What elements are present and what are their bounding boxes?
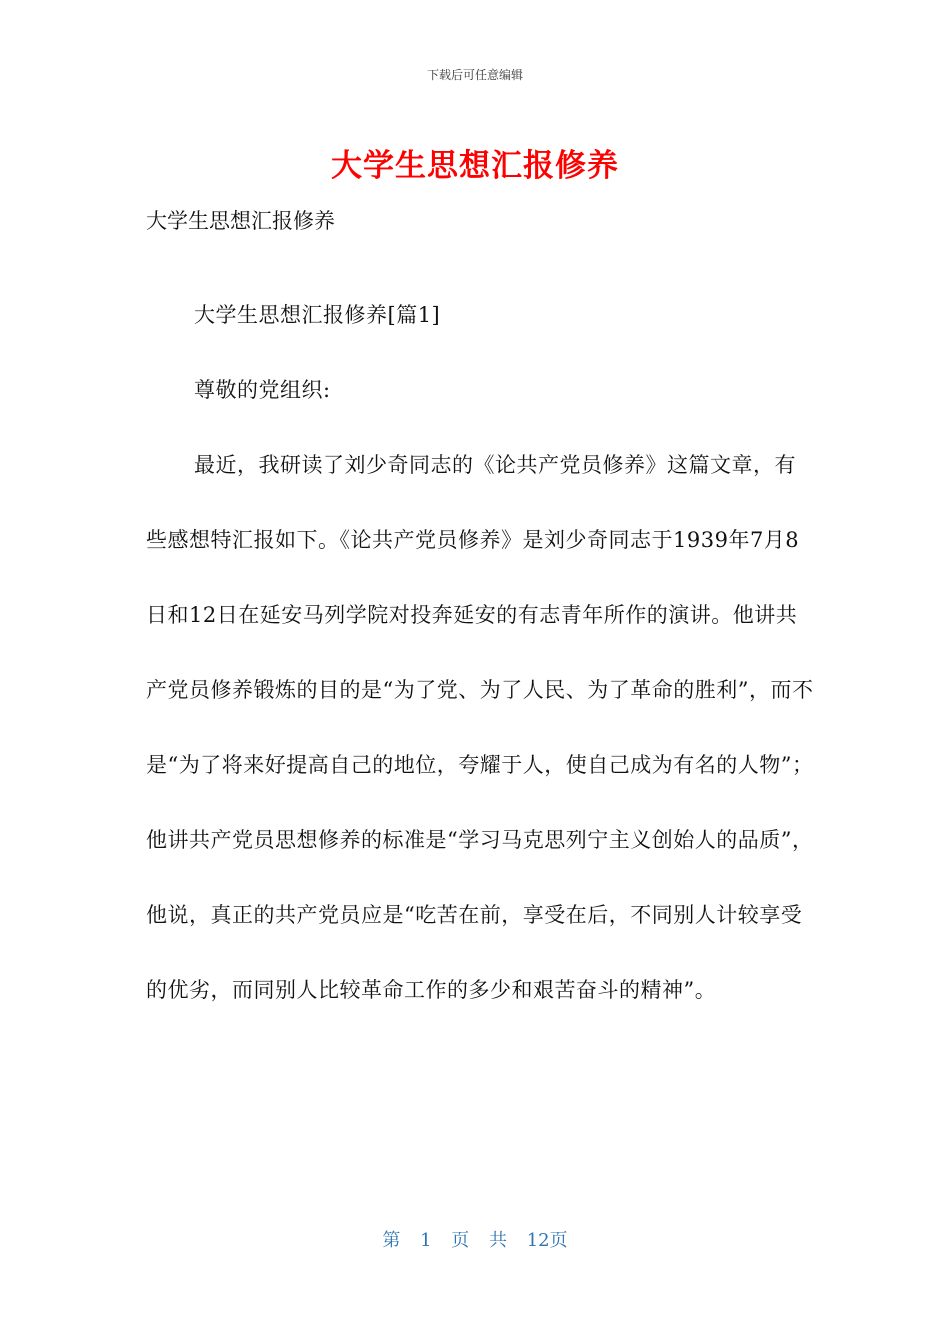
footer-current-page: 1 xyxy=(420,1230,432,1251)
header-note: 下载后可任意编辑 xyxy=(426,68,523,82)
footer-label-di: 第 xyxy=(382,1230,401,1251)
salutation: 尊敬的党组织: xyxy=(194,378,331,402)
footer-label-gong: 共 xyxy=(489,1230,507,1251)
footer-label-ye: 页 xyxy=(451,1230,470,1251)
body-paragraph: 最近，我研读了刘少奇同志的《论共产党员修养》这篇文章，有些感想特汇报如下。《论共产党员修养》是刘少奇同志于1939年7月8日和12日在延安马列学院对投奔延安的有志青年所作的演讲。他讲共产党员修养锻炼的目的是“为了党、为了人民、为了革命的胜利”，而不是“为了将来好提高自己的地位，夸耀于人，使自己成为有名的人物”；他讲共产党员思想修养的标准是“学习马克思列宁主义创始人的品质”，他说，真正的共产党员应是“吃苦在前，享受在后，不同别人计较享受的优劣，而同别人比较革命工作的多少和艰苦奋斗的精神”。 xyxy=(146,453,814,1002)
footer-total-pages: 12页 xyxy=(526,1230,568,1251)
document-title: 大学生思想汇报修养 xyxy=(331,148,619,184)
page-footer xyxy=(0,1226,950,1252)
section-heading: 大学生思想汇报修养[篇1] xyxy=(194,303,441,327)
document-subtitle: 大学生思想汇报修养 xyxy=(146,209,335,233)
document-body xyxy=(146,278,816,1028)
